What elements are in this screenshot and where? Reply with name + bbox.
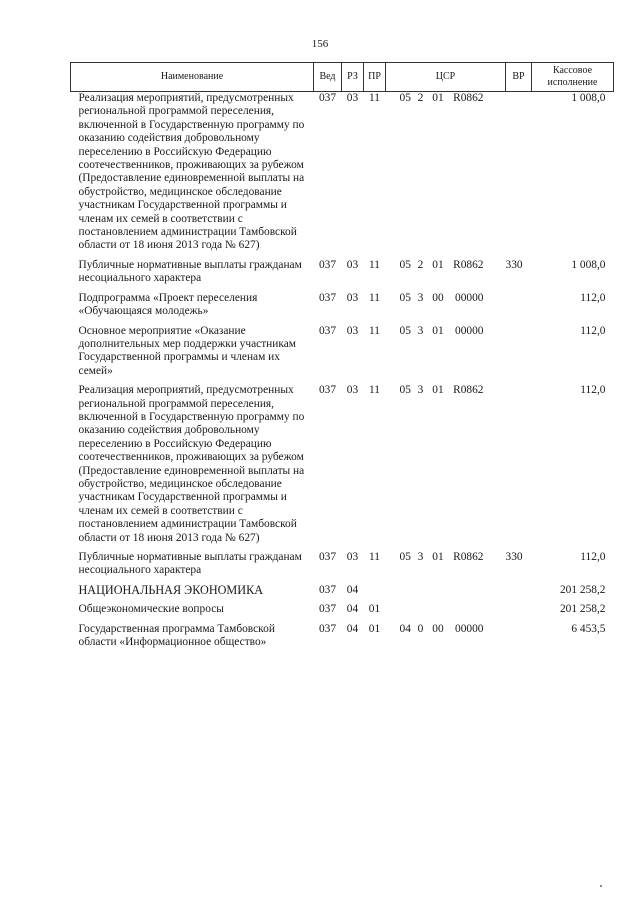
row-pr: 11 — [369, 384, 380, 397]
csr-event: 01 — [432, 324, 444, 337]
row-pr — [364, 584, 386, 603]
row-rz: 03 — [346, 384, 359, 397]
row-pr: 11 — [369, 551, 380, 563]
row-exec: 6 453,5 — [571, 622, 606, 635]
row-csr — [386, 92, 506, 259]
row-pr: 01 — [368, 622, 381, 635]
row-pr: 11 — [369, 92, 380, 104]
row-ved: 037 — [318, 551, 337, 563]
csr-subprogram: 3 — [417, 324, 424, 337]
row-vr — [506, 603, 532, 622]
table-row — [71, 584, 614, 603]
csr-event: 01 — [432, 551, 444, 563]
row-csr — [386, 384, 506, 551]
csr-subprogram: 3 — [417, 291, 424, 304]
row-vr: 330 — [505, 551, 523, 563]
row-pr: 11 — [369, 324, 380, 337]
header-name: Наименование — [71, 63, 314, 92]
csr-event: 00 — [432, 622, 444, 635]
csr-direction: R0862 — [453, 384, 484, 397]
row-rz: 03 — [346, 92, 359, 104]
row-exec: 112,0 — [580, 291, 606, 304]
row-name: НАЦИОНАЛЬНАЯ ЭКОНОМИКА — [78, 582, 263, 597]
csr-event: 00 — [432, 291, 444, 304]
row-pr: 01 — [368, 603, 381, 616]
row-csr — [386, 623, 506, 656]
row-rz: 03 — [346, 291, 359, 304]
row-vr — [506, 92, 532, 259]
row-vr — [506, 325, 532, 385]
row-csr — [386, 259, 506, 292]
row-name: Реализация мероприятий, предусмотренных региональной программой переселения, включенной в Государственную программу по оказанию содействия добровольному переселению в Российскую Федерацию соотечественников, проживающих за рубежом (Предоставление единовременной выплаты на обустройство, медицинское обследование участникам Государственной программы и членам их семей в соответствии с постановлением администрации Тамбовской области от 18 июня 2013 года № 627) — [78, 384, 305, 544]
row-rz: 04 — [346, 583, 359, 596]
csr-direction: R0862 — [453, 258, 484, 271]
row-ved: 037 — [318, 258, 337, 271]
csr-program: 04 — [399, 622, 411, 635]
row-exec: 112,0 — [580, 551, 606, 563]
table-header-row — [71, 63, 614, 92]
row-csr — [386, 584, 506, 603]
header-rz: РЗ — [342, 63, 364, 92]
header-ved: Вед — [314, 63, 342, 92]
row-vr — [506, 292, 532, 325]
table-row — [71, 259, 614, 292]
row-vr — [506, 384, 532, 551]
row-exec: 1 008,0 — [571, 258, 606, 271]
csr-direction: 00000 — [455, 324, 484, 337]
row-ved: 037 — [318, 92, 337, 104]
header-csr: ЦСР — [386, 63, 506, 92]
table-row — [71, 325, 614, 385]
row-name: Реализация мероприятий, предусмотренных региональной программой переселения, включенной в Государственную программу по оказанию содействия добровольному переселению в Российскую Федерацию соотечественников, проживающих за рубежом (Предоставление единовременной выплаты на обустройство, медицинское обследование участникам Государственной программы и членам их семей в соответствии с постановлением администрации Тамбовской области от 18 июня 2013 года № 627) — [78, 92, 305, 252]
csr-subprogram: 0 — [417, 622, 424, 635]
row-rz: 04 — [346, 603, 359, 616]
table-row — [71, 551, 614, 584]
row-name: Основное мероприятие «Оказание дополнительных мер поддержки участникам Государственной программы и членам их семей» — [78, 324, 297, 377]
csr-event: 01 — [432, 384, 444, 397]
csr-subprogram: 3 — [417, 551, 424, 563]
csr-event: 01 — [432, 92, 444, 104]
row-name: Государственная программа Тамбовской области «Информационное общество» — [78, 622, 275, 649]
row-pr: 11 — [369, 291, 380, 304]
row-exec: 112,0 — [580, 324, 606, 337]
csr-direction: 00000 — [455, 291, 484, 304]
csr-program: 05 — [399, 92, 411, 104]
row-name: Публичные нормативные выплаты гражданам несоциального характера — [78, 551, 302, 577]
row-ved: 037 — [318, 622, 337, 635]
csr-event: 01 — [432, 258, 444, 271]
csr-program: 05 — [399, 324, 411, 337]
header-exec: Кассовое исполнение — [532, 63, 614, 92]
row-ved: 037 — [318, 583, 337, 596]
csr-direction: 00000 — [455, 622, 484, 635]
csr-program: 05 — [399, 551, 411, 563]
row-rz: 03 — [346, 258, 359, 271]
row-csr — [386, 603, 506, 622]
csr-direction: R0862 — [453, 551, 484, 563]
csr-subprogram: 2 — [417, 258, 424, 271]
row-exec: 201 258,2 — [559, 583, 606, 596]
csr-program: 05 — [399, 258, 411, 271]
page-number: 156 — [311, 38, 329, 50]
csr-direction: R0862 — [453, 92, 484, 104]
row-csr — [386, 292, 506, 325]
row-ved: 037 — [318, 291, 337, 304]
row-ved: 037 — [318, 324, 337, 337]
row-vr — [506, 623, 532, 656]
header-pr: ПР — [364, 63, 386, 92]
row-exec: 1 008,0 — [571, 92, 606, 104]
budget-table — [70, 62, 614, 655]
header-vr: ВР — [506, 63, 532, 92]
row-exec: 112,0 — [580, 384, 606, 397]
row-rz: 03 — [346, 324, 359, 337]
csr-program: 05 — [399, 291, 411, 304]
table-row — [71, 384, 614, 551]
row-rz: 03 — [346, 551, 359, 563]
row-name: Подпрограмма «Проект переселения «Обучающаяся молодежь» — [78, 291, 258, 318]
row-vr: 330 — [505, 258, 523, 271]
table-row — [71, 92, 614, 259]
row-name: Общеэкономические вопросы — [78, 603, 224, 616]
row-pr: 11 — [369, 258, 380, 271]
csr-subprogram: 2 — [417, 92, 424, 104]
scan-dot — [600, 885, 602, 887]
csr-subprogram: 3 — [417, 384, 424, 397]
table-row — [71, 292, 614, 325]
table-row — [71, 603, 614, 622]
row-ved: 037 — [318, 384, 337, 397]
row-exec: 201 258,2 — [559, 603, 606, 616]
table-row — [71, 623, 614, 656]
row-csr — [386, 551, 506, 584]
row-rz: 04 — [346, 622, 359, 635]
row-vr — [506, 584, 532, 603]
row-name: Публичные нормативные выплаты гражданам несоциального характера — [78, 258, 302, 285]
row-ved: 037 — [318, 603, 337, 616]
csr-program: 05 — [399, 384, 411, 397]
row-csr — [386, 325, 506, 385]
